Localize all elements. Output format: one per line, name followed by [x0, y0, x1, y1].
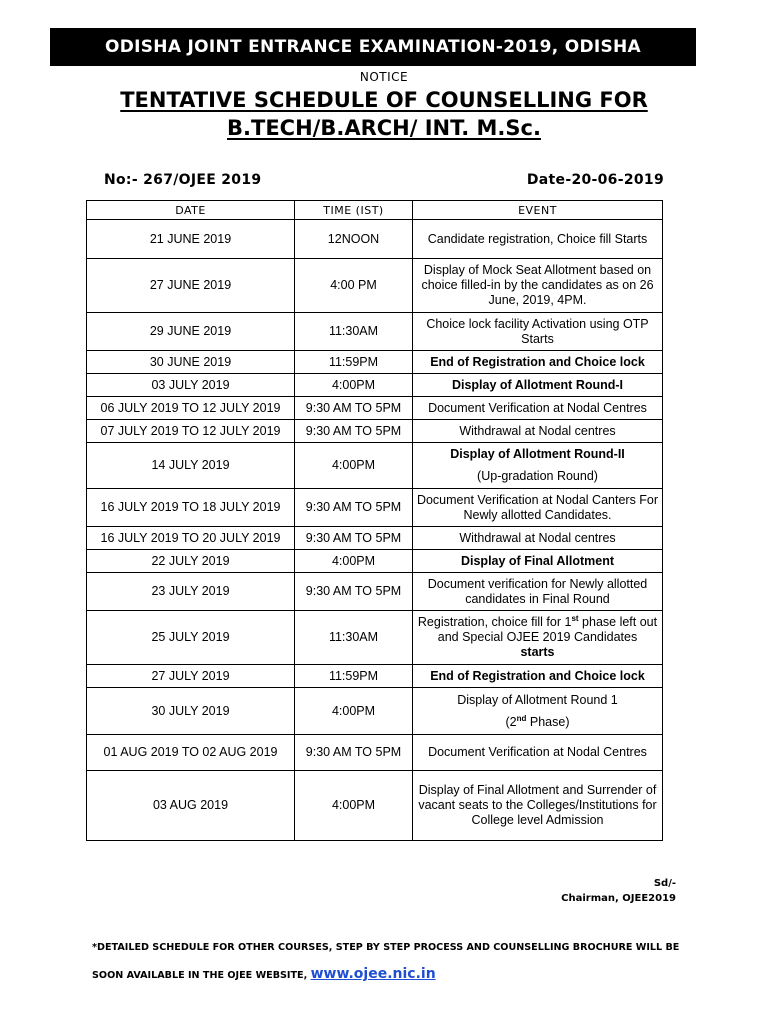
time-cell: 4:00 PM [295, 259, 413, 313]
event-title: Display of Allotment Round-II [450, 447, 625, 461]
date-cell: 30 JUNE 2019 [87, 351, 295, 374]
footnote-line2: SOON AVAILABLE IN THE OJEE WEBSITE, [92, 970, 311, 981]
table-row [87, 665, 663, 688]
table-row [87, 550, 663, 573]
date-cell: 16 JULY 2019 TO 18 JULY 2019 [87, 489, 295, 527]
page-title-line2: B.TECH/B.ARCH/ INT. M.Sc. [227, 116, 541, 140]
time-cell: 4:00PM [295, 374, 413, 397]
time-cell: 11:59PM [295, 351, 413, 374]
event-subtitle: (Up-gradation Round) [477, 469, 598, 483]
table-row [87, 527, 663, 550]
schedule-table [86, 200, 663, 841]
date-cell: 01 AUG 2019 TO 02 AUG 2019 [87, 735, 295, 771]
event-cell: Display of Allotment Round-I [413, 374, 663, 397]
time-cell: 11:30AM [295, 611, 413, 665]
date-cell: 03 JULY 2019 [87, 374, 295, 397]
time-cell: 9:30 AM TO 5PM [295, 735, 413, 771]
time-cell: 4:00PM [295, 688, 413, 735]
exam-banner: ODISHA JOINT ENTRANCE EXAMINATION-2019, ODISHA [50, 28, 696, 66]
footnote-line1: *DETAILED SCHEDULE FOR OTHER COURSES, STEP BY STEP PROCESS AND COUNSELLING BROCHURE WILL BE [92, 942, 680, 953]
event-cell: Document Verification at Nodal Centres [413, 735, 663, 771]
time-cell: 12NOON [295, 220, 413, 259]
date-cell: 27 JUNE 2019 [87, 259, 295, 313]
event-text-b: phase left out and Special OJEE 2019 Candidates [437, 615, 658, 644]
table-row [87, 420, 663, 443]
date-cell: 06 JULY 2019 TO 12 JULY 2019 [87, 397, 295, 420]
date-cell: 29 JUNE 2019 [87, 313, 295, 351]
signature-mark: Sd/- [653, 878, 676, 889]
column-header-time: TIME (IST) [295, 201, 413, 220]
date-cell: 30 JULY 2019 [87, 688, 295, 735]
time-cell: 9:30 AM TO 5PM [295, 420, 413, 443]
ordinal-superscript: st [571, 613, 579, 623]
event-text-a: Registration, choice fill for 1 [417, 615, 572, 629]
time-cell: 4:00PM [295, 550, 413, 573]
event-cell [413, 611, 663, 665]
time-cell: 9:30 AM TO 5PM [295, 527, 413, 550]
table-row [87, 259, 663, 313]
footnote [92, 934, 692, 989]
table-row [87, 397, 663, 420]
event-cell: Withdrawal at Nodal centres [413, 527, 663, 550]
event-cell: End of Registration and Choice lock [413, 665, 663, 688]
signatory-designation: Chairman, OJEE2019 [561, 893, 676, 904]
table-row [87, 735, 663, 771]
time-cell: 9:30 AM TO 5PM [295, 489, 413, 527]
table-row [87, 443, 663, 489]
reference-number: No:- 267/OJEE 2019 [104, 172, 262, 188]
event-cell: Display of Final Allotment and Surrender of vacant seats to the Colleges/Institutions for College level Admission [413, 771, 663, 841]
date-cell: 16 JULY 2019 TO 20 JULY 2019 [87, 527, 295, 550]
table-row [87, 351, 663, 374]
event-cell: Choice lock facility Activation using OTP Starts [413, 313, 663, 351]
notice-label: NOTICE [359, 70, 409, 84]
ojee-website-link[interactable]: www.ojee.nic.in [310, 966, 436, 982]
event-text-c: starts [520, 645, 555, 659]
event-title: Display of Allotment Round 1 [457, 692, 618, 707]
date-cell: 14 JULY 2019 [87, 443, 295, 489]
table-row [87, 489, 663, 527]
event-cell [413, 443, 663, 489]
table-row [87, 313, 663, 351]
column-header-event: EVENT [413, 201, 663, 220]
event-cell: Withdrawal at Nodal centres [413, 420, 663, 443]
reference-date: Date-20-06-2019 [526, 172, 664, 188]
event-cell: Document Verification at Nodal Centres [413, 397, 663, 420]
event-phase-b: Phase) [526, 714, 570, 729]
event-cell: Document verification for Newly allotted candidates in Final Round [413, 573, 663, 611]
event-cell [413, 688, 663, 735]
table-row [87, 374, 663, 397]
date-cell: 22 JULY 2019 [87, 550, 295, 573]
event-cell: End of Registration and Choice lock [413, 351, 663, 374]
date-cell: 25 JULY 2019 [87, 611, 295, 665]
event-cell: Display of Mock Seat Allotment based on choice filled-in by the candidates as on 26 June, 2019, 4PM. [413, 259, 663, 313]
table-row [87, 771, 663, 841]
date-cell: 03 AUG 2019 [87, 771, 295, 841]
table-row [87, 573, 663, 611]
table-header-row [87, 201, 663, 220]
table-row [87, 688, 663, 735]
event-cell: Display of Final Allotment [413, 550, 663, 573]
event-cell: Document Verification at Nodal Canters For Newly allotted Candidates. [413, 489, 663, 527]
time-cell: 11:30AM [295, 313, 413, 351]
page-title-line1: TENTATIVE SCHEDULE OF COUNSELLING FOR [120, 88, 648, 112]
time-cell: 11:59PM [295, 665, 413, 688]
date-cell: 21 JUNE 2019 [87, 220, 295, 259]
time-cell: 9:30 AM TO 5PM [295, 573, 413, 611]
time-cell: 4:00PM [295, 443, 413, 489]
table-row [87, 611, 663, 665]
date-cell: 23 JULY 2019 [87, 573, 295, 611]
column-header-date: DATE [87, 201, 295, 220]
event-cell: Candidate registration, Choice fill Starts [413, 220, 663, 259]
date-cell: 07 JULY 2019 TO 12 JULY 2019 [87, 420, 295, 443]
ordinal-superscript: nd [516, 713, 527, 723]
date-cell: 27 JULY 2019 [87, 665, 295, 688]
event-phase-a: (2 [505, 714, 517, 729]
time-cell: 4:00PM [295, 771, 413, 841]
time-cell: 9:30 AM TO 5PM [295, 397, 413, 420]
table-row [87, 220, 663, 259]
